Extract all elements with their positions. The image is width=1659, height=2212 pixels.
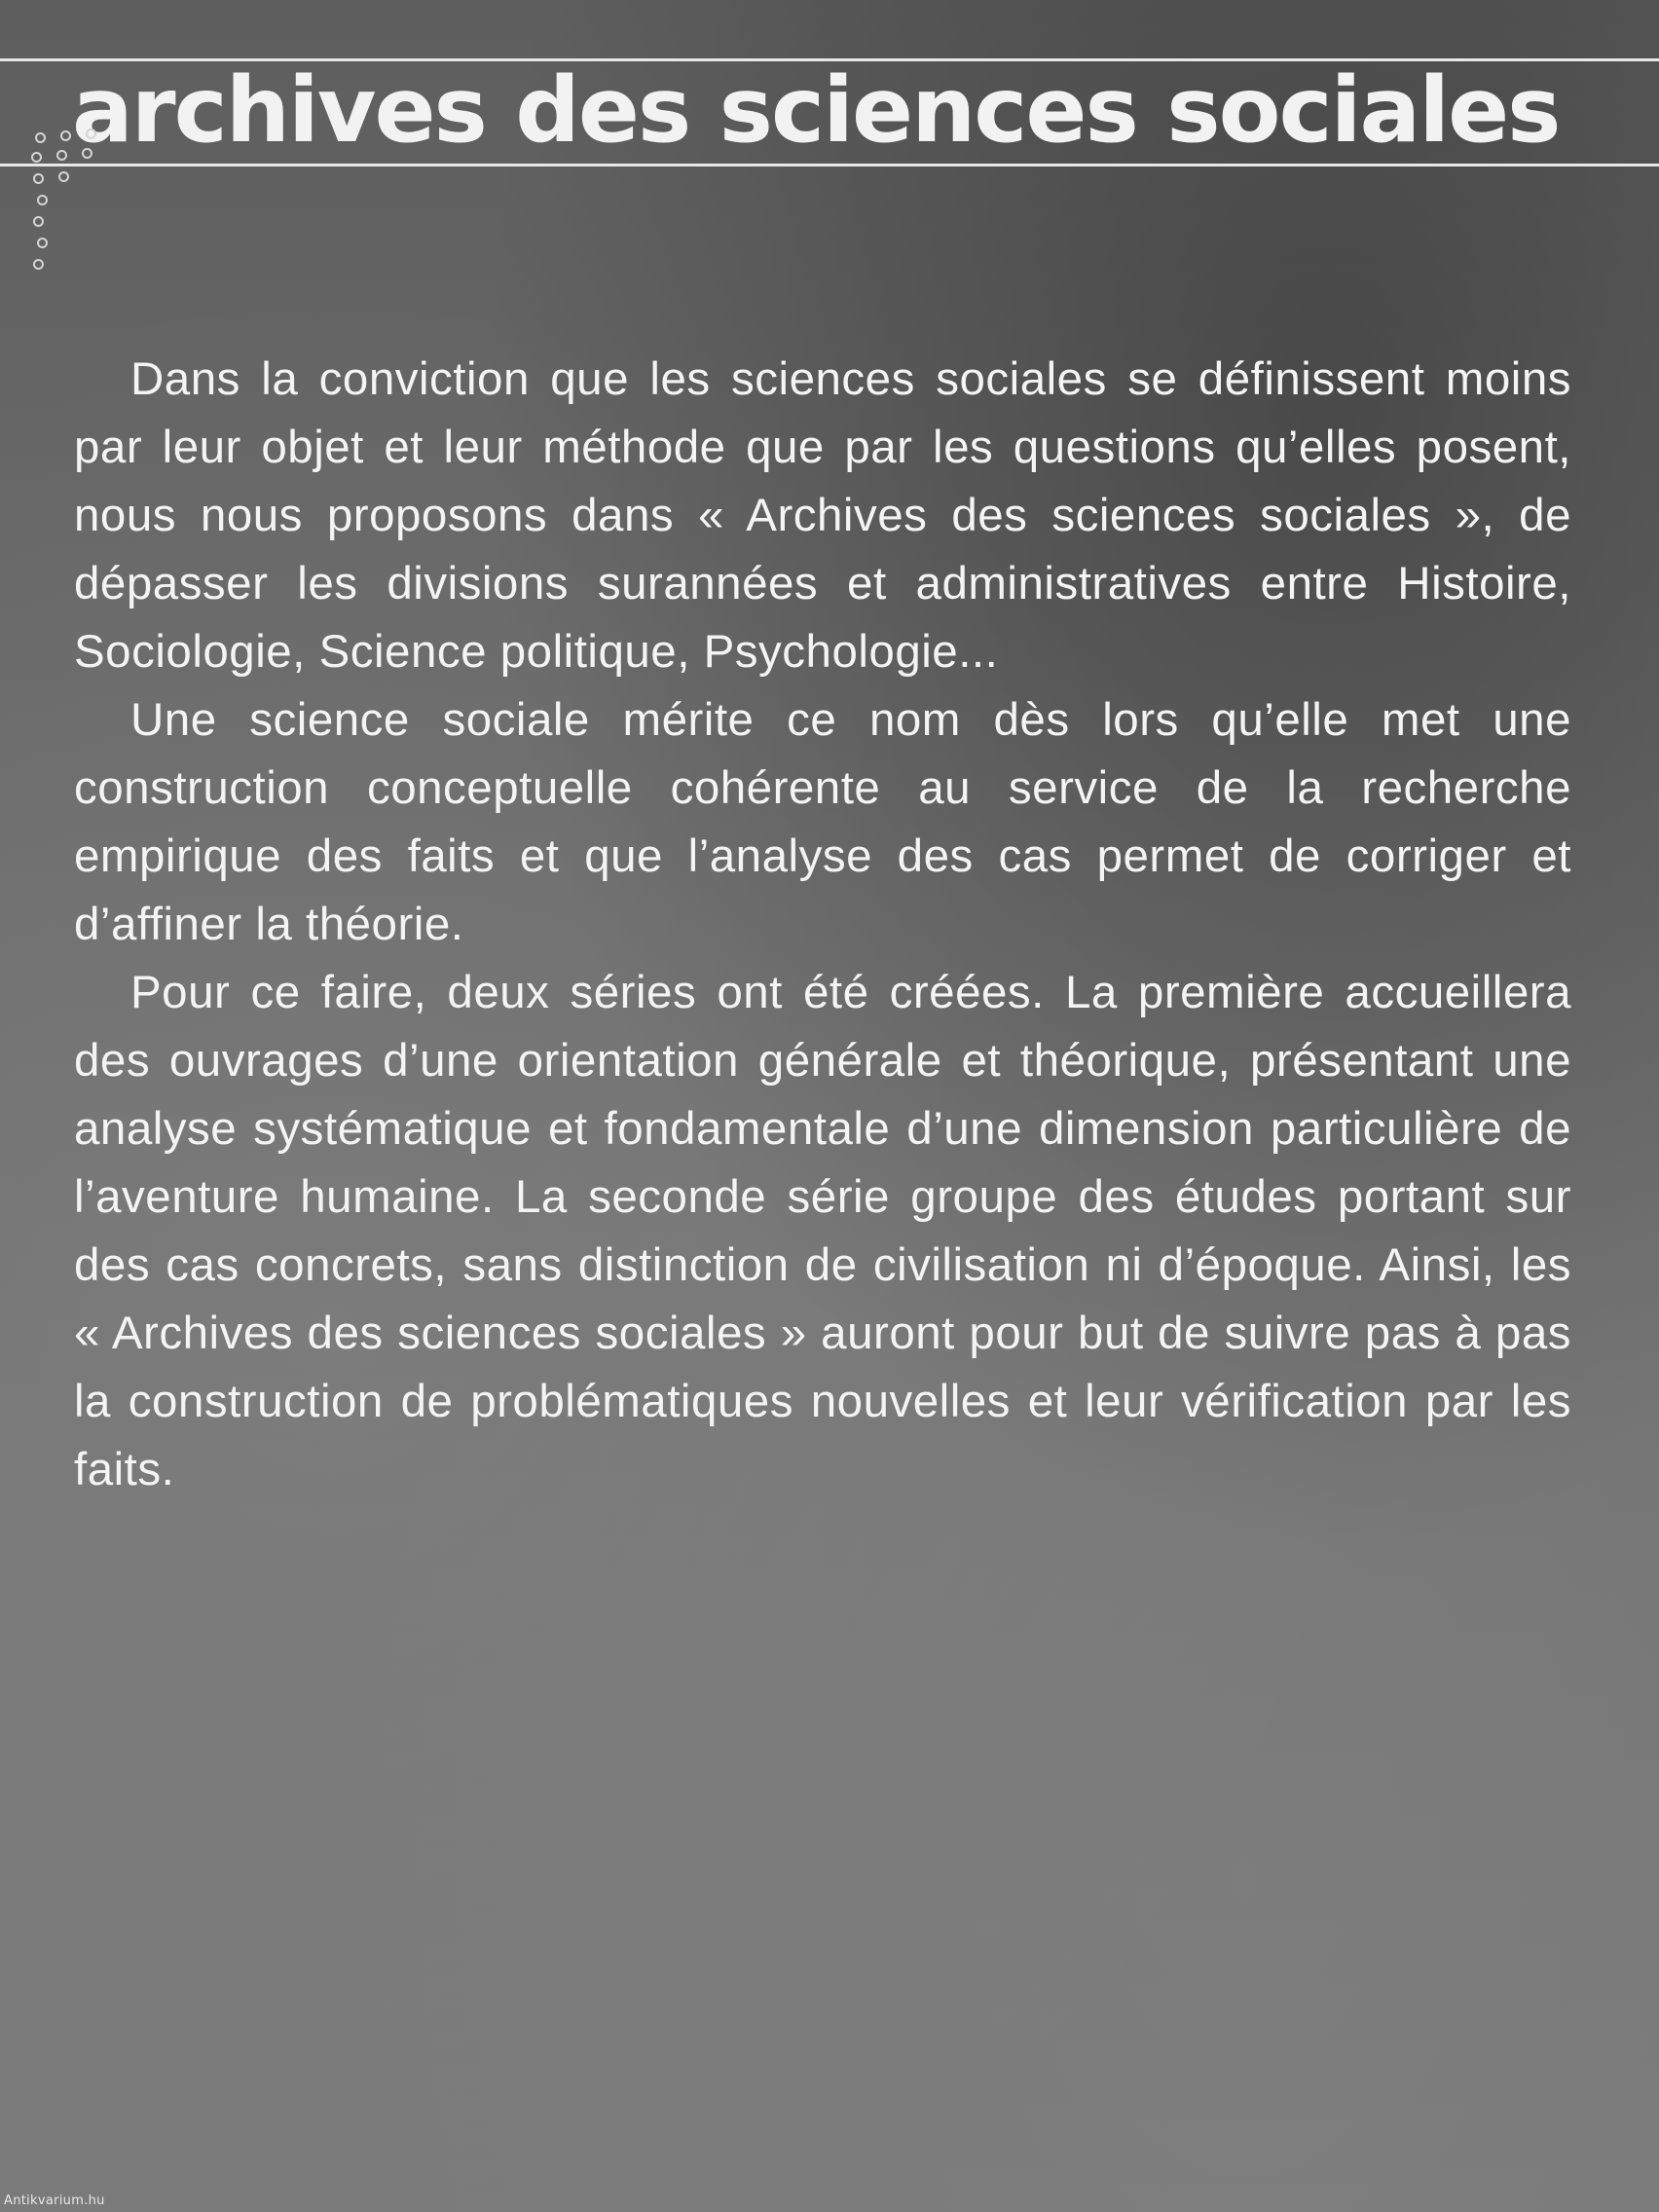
blurb-text	[74, 346, 1571, 1504]
series-title: archives des sciences sociales	[72, 57, 1560, 163]
blurb-paragraph-1: Dans la conviction que les sciences sociales se définissent moins par leur objet et leur méthode que par les questions qu’elles posent, nous nous proposons dans « Archives des sciences sociales », de dépasser les divisions surannées et administratives entre Histoire, Sociologie, Science politique, Psychologie...	[74, 353, 1571, 678]
dot-ornament-icon	[27, 125, 125, 280]
blurb-paragraph-3: Pour ce faire, deux séries ont été créées. La première accueillera des ouvrages d’une orientation générale et théorique, présentant une analyse systématique et fondamentale d’une dimension particulière de l’aventure humaine. La seconde série groupe des études portant sur des cas concrets, sans distinction de civilisation ni d’époque. Ainsi, les « Archives des sciences sociales » auront pour but de suivre pas à pas la construction de problématiques nouvelles et leur vérification par les faits.	[74, 967, 1571, 1495]
source-watermark: Antikvarium.hu	[4, 2194, 105, 2208]
blurb-paragraph-2: Une science sociale mérite ce nom dès lors qu’elle met une construction conceptuelle cohérente au service de la recherche empirique des faits et que l’analyse des cas permet de corriger et d’affiner la théorie.	[74, 694, 1571, 950]
bottom-rule	[0, 164, 1659, 166]
